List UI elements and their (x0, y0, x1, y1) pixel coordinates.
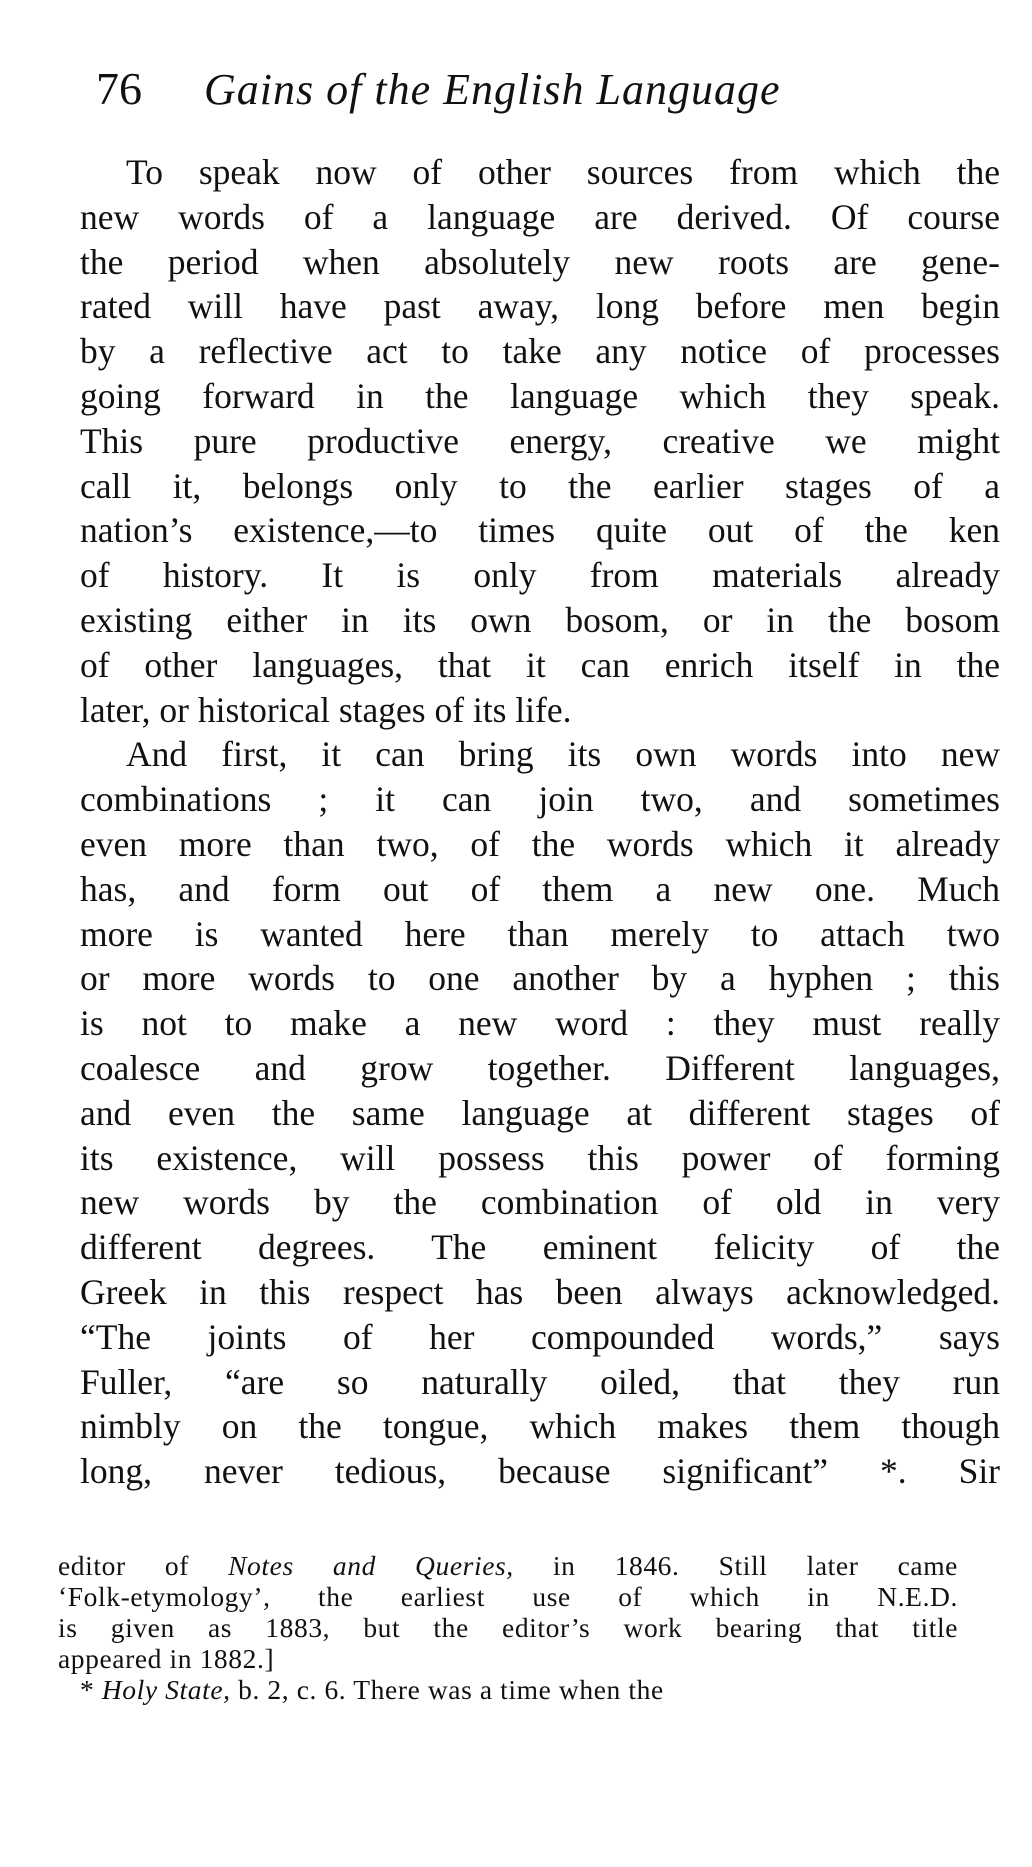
footnote-italic: Notes and Queries, (228, 1550, 514, 1581)
footnote-line: editor of Notes and Queries, in 1846. Still later came (58, 1550, 958, 1581)
text-line: Fuller, “are so naturally oiled, that they run (80, 1361, 1000, 1402)
text-line: its existence, will possess this power of forming (80, 1137, 1000, 1178)
running-header (96, 62, 896, 132)
text-line: more is wanted here than merely to attach two (80, 913, 1000, 954)
text-line: or more words to one another by a hyphen ; this (80, 958, 1000, 999)
text-line: “The joints of her compounded words,” says (80, 1316, 1000, 1357)
text-line: going forward in the language which they speak. (80, 375, 1000, 416)
text-line: has, and form out of them a new one. Much (80, 868, 1000, 909)
text-line: This pure productive energy, creative we might (80, 420, 1000, 461)
footnote-line: is given as 1883, but the editor’s work bearing that title (58, 1612, 958, 1643)
text-line: even more than two, of the words which it already (80, 823, 1000, 864)
paragraph-2 (80, 732, 1000, 1494)
text-line: different degrees. The eminent felicity of the (80, 1227, 1000, 1268)
text-line: To speak now of other sources from which the (126, 152, 1000, 192)
footnote-line: ‘Folk-etymology’, the earliest use of which in N.E.D. (58, 1581, 958, 1612)
text-line: nation’s existence,—to times quite out of the ken (80, 510, 1000, 551)
body-text (80, 150, 1000, 1494)
text-line: coalesce and grow together. Different languages, (80, 1047, 1000, 1088)
footnotes (58, 1550, 958, 1705)
footnote-holy-state: * Holy State, b. 2, c. 6. There was a time when the (80, 1674, 664, 1705)
paragraph-1 (80, 150, 1000, 732)
text-line: later, or historical stages of its life. (80, 689, 572, 730)
footnote-italic: Holy State, (101, 1674, 231, 1705)
footnote-line: appeared in 1882.] (58, 1643, 275, 1674)
text-line: call it, belongs only to the earlier stages of a (80, 465, 1000, 506)
text-line: rated will have past away, long before men begin (80, 286, 1000, 327)
text-line: and even the same language at different stages of (80, 1092, 1000, 1133)
text-line: existing either in its own bosom, or in the bosom (80, 599, 1000, 640)
text-line: the period when absolutely new roots are gene- (80, 241, 1000, 282)
text-line: nimbly on the tongue, which makes them though (80, 1406, 1000, 1447)
text-line: And first, it can bring its own words into new (126, 734, 1000, 775)
text-line: long, never tedious, because significant” *. Sir (80, 1451, 1000, 1492)
text-line: is not to make a new word : they must really (80, 1003, 1000, 1044)
text-line: Greek in this respect has been always acknowledged. (80, 1271, 1000, 1312)
text-line: combinations ; it can join two, and sometimes (80, 779, 1000, 820)
text-line: of other languages, that it can enrich itself in the (80, 644, 1000, 685)
text-line: of history. It is only from materials already (80, 555, 1000, 596)
page-number: 76 (96, 63, 142, 114)
text-line: new words by the combination of old in very (80, 1182, 1000, 1223)
running-title: Gains of the English Language (204, 65, 781, 114)
text-line: new words of a language are derived. Of course (80, 196, 1000, 237)
text-line: by a reflective act to take any notice of processes (80, 331, 1000, 372)
